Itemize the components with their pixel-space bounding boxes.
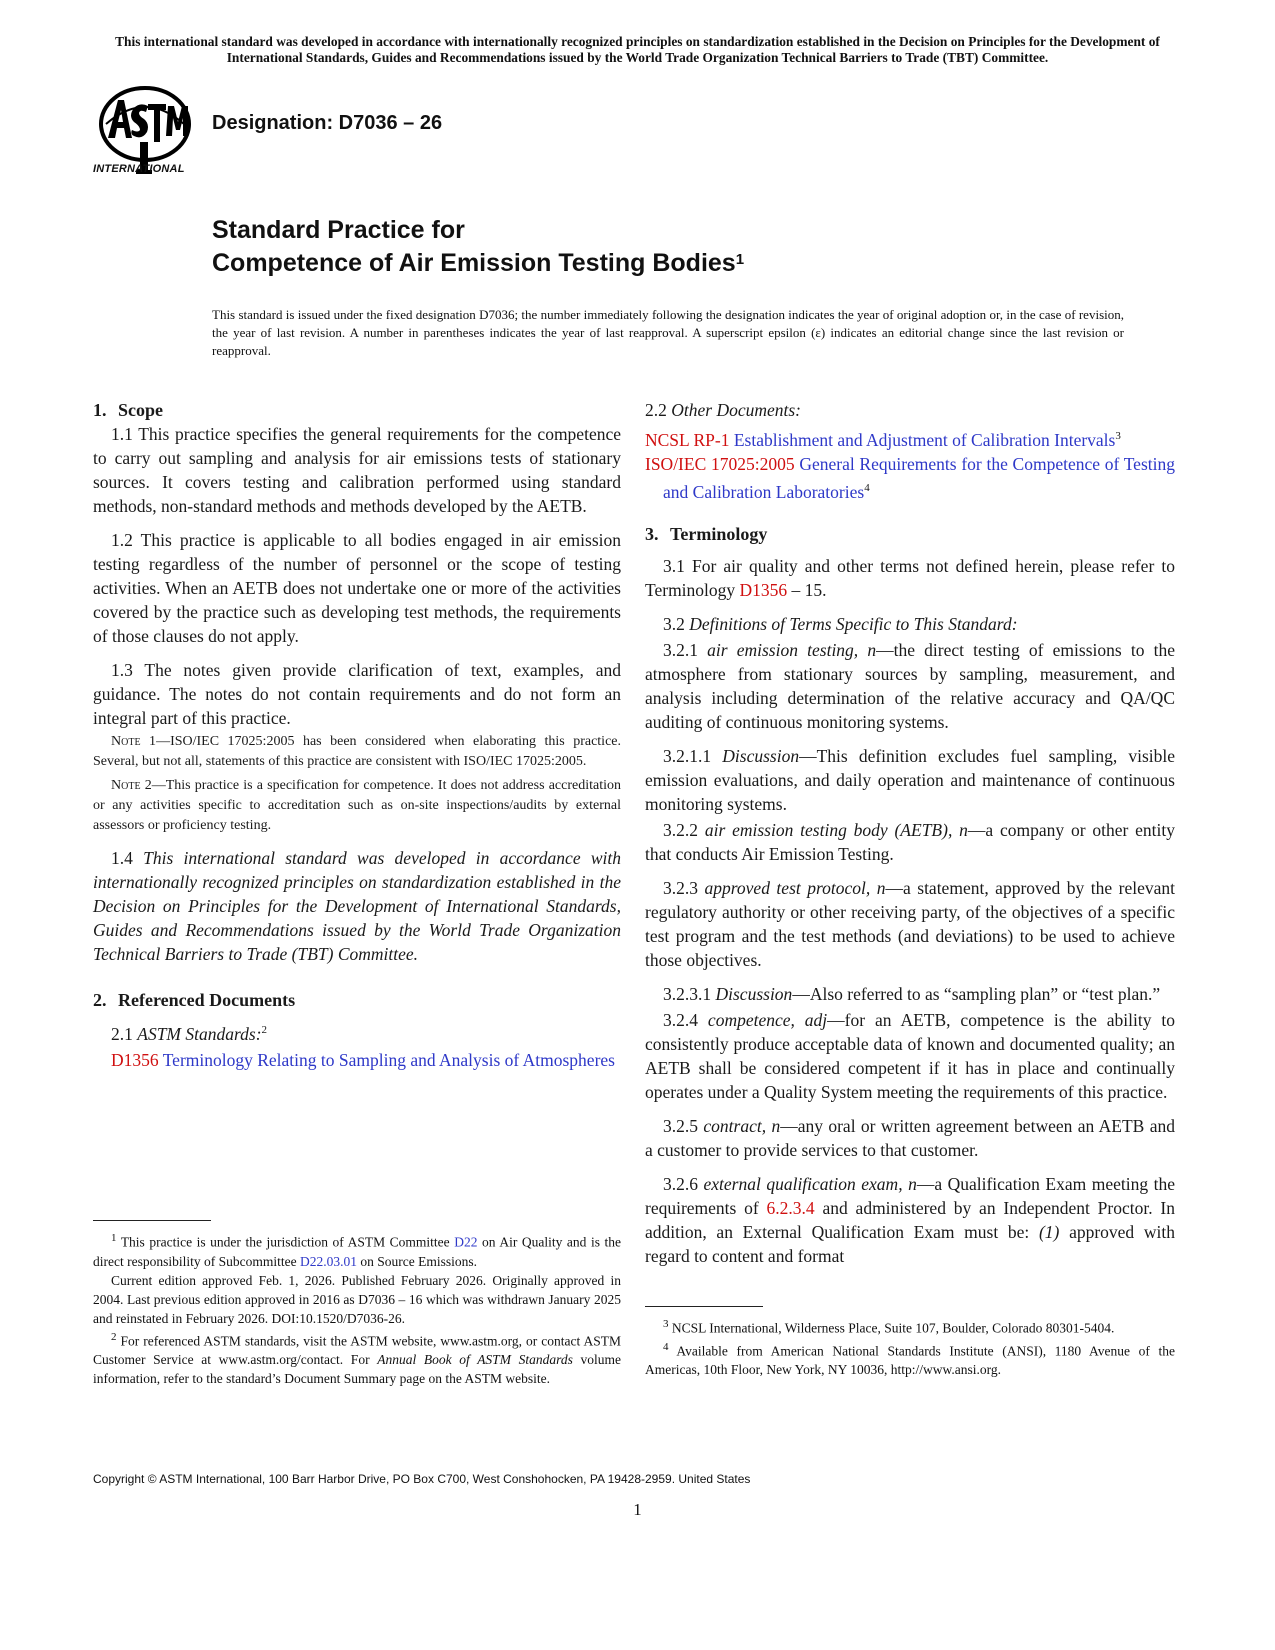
def-3-2-1: 3.2.1 air emission testing, n—the direct testing of emissions to the atmosphere from stationary sources by sampling, measurement, and analysis including determination of the relative accuracy and QA/QC auditing of continuous monitoring systems.	[645, 639, 1176, 732]
link-d22[interactable]: D22	[454, 1234, 478, 1250]
para-1-4: 1.4 This international standard was developed in accordance with internationally recognized principles on standardization established in the Decision on Principles for the Development of International Standards, Guides and Recommendations issued by the World Trade Organization Technical Barriers to Trade (TBT) Committee.	[93, 848, 622, 964]
ref-code-ncsl[interactable]: NCSL RP-1	[645, 429, 730, 450]
copyright: Copyright © ASTM International, 100 Barr Harbor Drive, PO Box C700, West Conshohocken, PA 19428-2959. United States	[93, 1472, 751, 1486]
ref-link-ncsl[interactable]: Establishment and Adjustment of Calibration Intervals	[733, 429, 1116, 450]
reference-ncsl	[645, 424, 1175, 452]
footnote-rule	[93, 1220, 211, 1221]
page-number: 1	[633, 1500, 642, 1519]
def-3-2-1-1: 3.2.1.1 Discussion—This definition excludes fuel sampling, visible emission evaluations, and daily operation and maintenance of continuous monitoring systems.	[645, 745, 1176, 814]
footnote-3: $^3$ NCSL International, Wilderness Place, Suite 107, Boulder, Colorado 80301-5404.	[663, 1318, 1115, 1336]
note-1: Note 1—ISO/IEC 17025:2005 has been considered when elaborating this practice. Several, but not all, statements of this practice are consistent with ISO/IEC 17025:2005.	[93, 734, 621, 769]
footnote-ref-2[interactable]: 2	[261, 1024, 268, 1036]
footnote-2: $^2$ For referenced ASTM standards, visit the ASTM website, www.astm.org, or contact ASTM Customer Service at www.astm.org/contact. For Annual Book of ASTM Standards volume information, refer to the standard’s Document Summary page on the ASTM website.	[93, 1330, 622, 1386]
ref-code-d1356[interactable]: D1356	[111, 1049, 159, 1070]
section-3-heading: 3. Terminology	[645, 523, 768, 544]
link-6-2-3-4[interactable]: 6.2.3.4	[766, 1197, 815, 1218]
section-2-heading: 2. Referenced Documents	[93, 990, 296, 1010]
logo-text: INTERNATIONAL	[93, 163, 185, 175]
def-3-2-5: 3.2.5 contract, n—any oral or written agreement between an AETB and a customer to provide services to that customer.	[645, 1115, 1175, 1160]
issue-note: This standard is issued under the fixed designation D7036; the number immediately following the designation indicates the year of original adoption or, in the case of revision, the year of last revision. A number in parentheses indicates the year of last reapproval. A superscript epsilon (ε) indicates an editorial change since the last revision or reapproval.	[212, 307, 1124, 358]
def-3-2-2: 3.2.2 air emission testing body (AETB), n—a company or other entity that conducts Air Emission Testing.	[645, 819, 1175, 864]
def-3-2-3: 3.2.3 approved test protocol, n—a statement, approved by the relevant regulatory authority or other receiving party, of the objectives of a specific test program and the test methods (and deviations) to be used to achieve those objectives.	[645, 877, 1175, 970]
page-title	[212, 214, 744, 280]
ref-code-iso[interactable]: ISO/IEC 17025:2005	[645, 453, 795, 474]
ref-link-iso[interactable]: General Requirements for the Competence of Testing and Calibration Laboratories	[663, 453, 1175, 502]
def-3-2-4: 3.2.4 competence, adj—for an AETB, competence is the ability to consistently produce acceptable data of known and documented quality; an AETB shall be considered competent if it has in place and continually operates under a Quality System meeting the requirements of this practice.	[645, 1009, 1176, 1102]
title-line-1: Standard Practice for	[212, 216, 465, 244]
header-notice: This international standard was developed in accordance with internationally recognized principles on standardization established in the Decision on Principles for the Development of International Standards, Guides and Recommendations issued by the World Trade Organization Technical Barriers to Trade (TBT) Committee.	[115, 34, 1160, 65]
footnote-1-edition: Current edition approved Feb. 1, 2026. Published February 2026. Originally approved in 2004. Last previous edition approved in 2016 as D7036 – 16 which was withdrawn January 2025 and reinstated in February 2026. DOI:10.1520/D7036-26.	[93, 1272, 621, 1326]
para-3-2: 3.2 Definitions of Terms Specific to This Standard:	[663, 613, 1018, 634]
link-d1356[interactable]: D1356	[739, 579, 788, 600]
title-footnote-ref[interactable]: 1	[735, 251, 745, 268]
footnote-ref-3[interactable]: 3	[1115, 430, 1121, 442]
footnote-4: $^4$ Available from American National Standards Institute (ANSI), 1180 Avenue of the Americas, 10th Floor, New York, NY 10036, http://www.ansi.org.	[645, 1340, 1175, 1377]
para-1-1: 1.1 This practice specifies the general requirements for the competence to carry out sampling and analysis for air emissions tests of stationary sources. It covers testing and calibration performed using standard methods, non-standard methods and methods developed by the AETB.	[93, 424, 621, 516]
title-line-2	[212, 247, 744, 280]
def-3-2-3-1: 3.2.3.1 Discussion—Also referred to as “sampling plan” or “test plan.”	[663, 983, 1161, 1004]
reference-d1356	[111, 1048, 621, 1072]
right-column	[645, 398, 1175, 1278]
right-footnotes	[645, 1306, 1175, 1379]
footnote-ref-4[interactable]: 4	[864, 481, 870, 494]
title-text: Competence of Air Emission Testing Bodies	[212, 249, 736, 277]
footnote-rule	[645, 1306, 763, 1307]
designation: Designation: D7036 – 26	[212, 112, 443, 134]
left-footnotes	[93, 1220, 621, 1388]
link-d22-03-01[interactable]: D22.03.01	[299, 1253, 357, 1269]
note-2: Note 2—This practice is a specification for competence. It does not address accreditation or any activities specific to accreditation such as on-site inspections/audits by external assessors or proficiency testing.	[93, 778, 621, 833]
footnote-1: $^1$ This practice is under the jurisdiction of ASTM Committee D22 on Air Quality and is the direct responsibility of Subcommittee D22.03.01 on Source Emissions.	[93, 1232, 622, 1269]
ref-link-d1356[interactable]: Terminology Relating to Sampling and Analysis of Atmospheres	[162, 1049, 615, 1070]
section-1-heading: 1. Scope	[93, 400, 163, 420]
reference-iso	[645, 452, 1175, 504]
left-column	[93, 398, 621, 1072]
para-2-2: 2.2 Other Documents:	[645, 400, 802, 420]
para-1-2: 1.2 This practice is applicable to all bodies engaged in air emission testing regardless of the number of personnel or the scope of testing activities. When an AETB does not undertake one or more of the activities covered by the practice such as developing test methods, the requirements of those clauses do not apply.	[93, 530, 621, 646]
para-3-1: 3.1 For air quality and other terms not defined herein, please refer to Terminology D1356 – 15.	[645, 555, 1175, 600]
def-3-2-6: 3.2.6 external qualification exam, n—a Qualification Exam meeting the requirements of 6.2.3.4 and administered by an Independent Proctor. In addition, an External Qualification Exam must be: (1) approved with regard to content and format	[645, 1173, 1175, 1266]
para-2-1: 2.1 ASTM Standards:$^2$	[111, 1023, 268, 1044]
para-1-3: 1.3 The notes given provide clarification of text, examples, and guidance. The notes do not contain requirements and do not form an integral part of this practice.	[93, 660, 621, 728]
